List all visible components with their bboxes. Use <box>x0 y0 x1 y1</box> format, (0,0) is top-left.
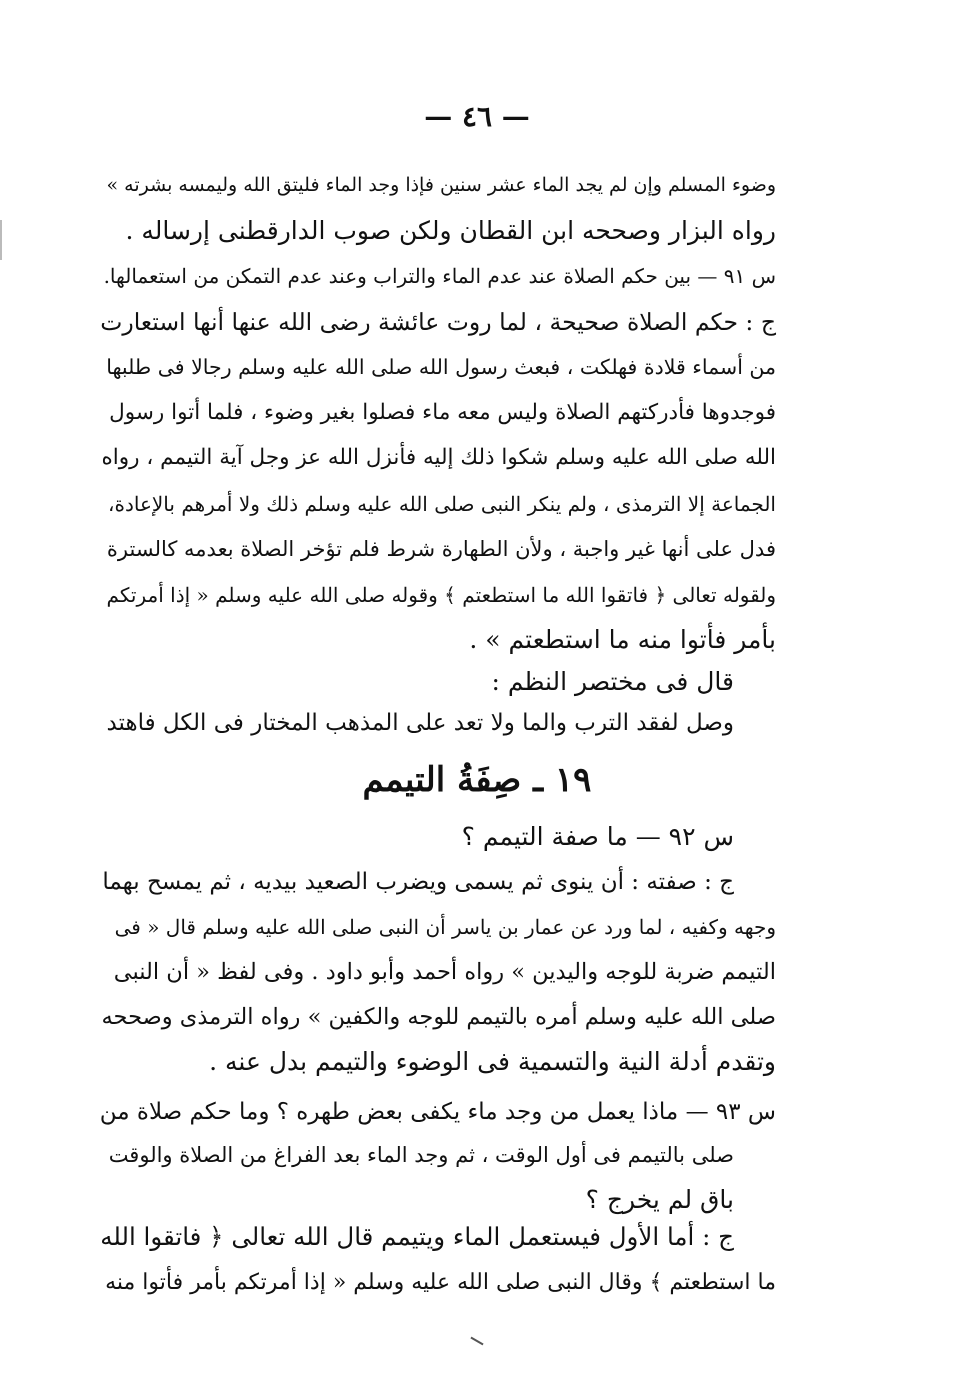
text-line: الله صلى الله عليه وسلم شكوا ذلك إليه فأنزل الله عز وجل آية التيمم ، رواه <box>101 445 776 470</box>
text-line: ما استطعتم ﴾ وقال النبى صلى الله عليه وسلم « إذا أمرتكم بأمر فأتوا منه <box>105 1270 776 1295</box>
text-line: صلى الله عليه وسلم أمره بالتيمم للوجه والكفين » رواه الترمذى وصححه <box>101 1004 776 1030</box>
text-line: وضوء المسلم وإن لم يجد الماء عشر سنين فإذا وجد الماء فليتق الله وليمسه بشرته » <box>106 174 776 196</box>
text-line: ج : صفته : أن ينوى ثم يسمى ويضرب الصعيد بيديه ، ثم يمسح بهما <box>102 869 734 895</box>
question-91: س ٩١ — بين حكم الصلاة عند عدم الماء والتراب وعند عدم التمكن من استعمالها. <box>103 264 776 288</box>
text-line: ج : حكم الصلاة صحيحة ، لما روت عائشة رضى الله عنها أنها استعارت <box>100 308 776 336</box>
text-line: من أسماء قلادة فهلكت ، فبعث رسول الله صلى الله عليه وسلم رجالا فى طلبها <box>106 355 776 379</box>
text-line: باق لم يخرج ؟ <box>585 1185 734 1214</box>
verse-line: وصل لفقد الترب والما ولا تعد على المذهب المختار فى الكل فاهتد <box>106 710 734 736</box>
text-line: ج : أما الأول فيستعمل الماء ويتيمم قال الله تعالى ﴿ فاتقوا الله <box>100 1222 734 1251</box>
text-line: بأمر فأتوا منه ما استطعتم » . <box>469 625 776 654</box>
text-line: التيمم ضربة للوجه واليدين » رواه أحمد وأبو داود . وفى لفظ « أن النبى <box>113 959 776 985</box>
text-line: فدل على أنها غير واجبة ، ولأن الطهارة شرط فلم تؤخر الصلاة بعدمه كالسترة <box>106 537 776 561</box>
text-line: وجهه وكفيه ، لما ورد عن عمار بن ياسر أن النبى صلى الله عليه وسلم قال « فى <box>114 915 776 939</box>
page-edge-mark <box>0 220 2 260</box>
page-number: — ٤٦ — <box>424 100 530 133</box>
text-line: الجماعة إلا الترمذى ، ولم ينكر النبى صلى الله عليه وسلم ذلك ولا أمرهم بالإعادة، <box>108 492 776 516</box>
question-92: س ٩٢ — ما صفة التيمم ؟ <box>461 822 734 851</box>
text-line: صلى بالتيمم فى أول الوقت ، ثم وجد الماء بعد الفراغ من الصلاة والوقت <box>108 1143 734 1167</box>
text-line: قال فى مختصر النظم : <box>491 667 734 696</box>
scan-mark <box>470 1337 483 1346</box>
question-93: س ٩٣ — ماذا يعمل من وجد ماء يكفى بعض طهره ؟ وما حكم صلاة من <box>99 1099 776 1125</box>
text-line: رواه البزار وصححه ابن القطان ولكن صوب الدارقطنى إرساله . <box>125 216 776 245</box>
text-line: فوجدوها فأدركتهم الصلاة وليس معه ماء فصلوا بغير وضوء ، فلما أتوا رسول <box>109 400 776 425</box>
section-heading: ١٩ ـ صِفَةُ التيمم <box>362 760 592 800</box>
text-line: ولقوله تعالى ﴿ فاتقوا الله ما استطعتم ﴾ وقوله صلى الله عليه وسلم « إذا أمرتكم <box>106 583 776 607</box>
text-line: وتقدم أدلة النية والتسمية فى الوضوء والتيمم بدل عنه . <box>209 1047 776 1076</box>
